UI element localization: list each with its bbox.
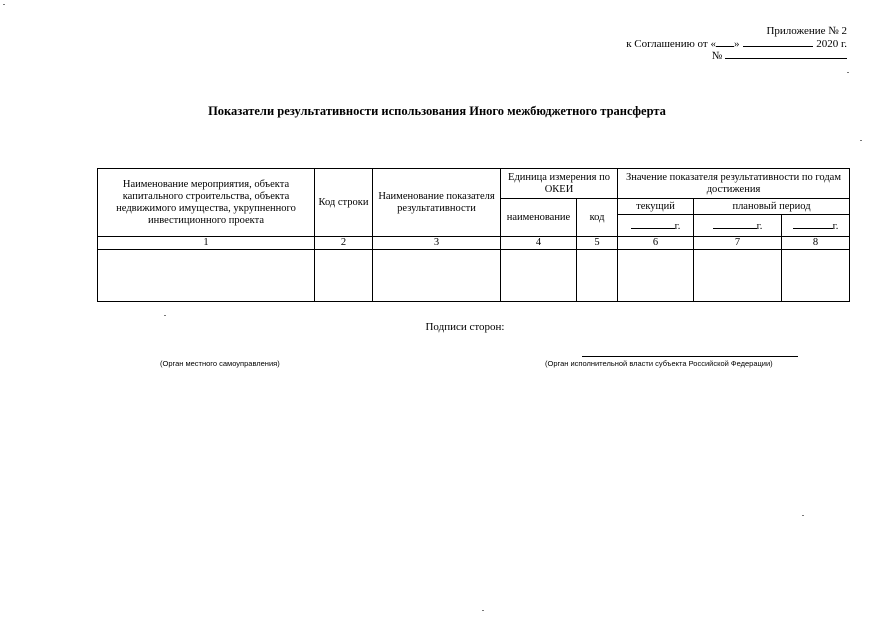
indicators-table: [97, 168, 850, 302]
col-number: 4: [501, 237, 577, 250]
year-plan-1: [694, 215, 782, 237]
year-current: [618, 215, 694, 237]
scan-speck: [3, 4, 5, 5]
year-blank: [793, 219, 833, 229]
header-code: Код строки: [315, 169, 373, 237]
numbering-row: [98, 237, 850, 250]
header-event: Наименование мероприятия, объекта капитального строительства, объекта недвижимого имущества, укрупненного инвестиционного проекта: [98, 169, 315, 237]
col-number: 6: [618, 237, 694, 250]
right-signature-line: [582, 356, 798, 357]
col-number: 1: [98, 237, 315, 250]
scan-speck: [482, 610, 484, 611]
year-plan-2: [782, 215, 850, 237]
right-signature-label: (Орган исполнительной власти субъекта Российской Федерации): [545, 359, 773, 368]
col-number: 5: [577, 237, 618, 250]
data-cell: [373, 250, 501, 302]
scan-speck: [847, 72, 849, 73]
data-cell: [315, 250, 373, 302]
agreement-mid: »: [733, 38, 740, 50]
agreement-prefix: к Соглашению от «: [626, 38, 716, 50]
header-unit: Единица измерения по ОКЕИ: [501, 169, 618, 199]
year-blank: [631, 219, 675, 229]
signatures-title: Подписи сторон:: [425, 321, 505, 333]
header-planned: плановый период: [694, 199, 850, 215]
agreement-year: 2020 г.: [816, 38, 847, 50]
data-cell: [98, 250, 315, 302]
col-number: 8: [782, 237, 850, 250]
day-blank: [716, 37, 734, 47]
header-current: текущий: [618, 199, 694, 215]
number-blank: [725, 49, 847, 59]
year-suffix: г.: [832, 220, 839, 232]
header-indicator: Наименование показателя результативности: [373, 169, 501, 237]
number-label: №: [711, 50, 723, 62]
data-cell: [618, 250, 694, 302]
col-number: 7: [694, 237, 782, 250]
header-value: Значение показателя результативности по годам достижения: [618, 169, 850, 199]
year-blank: [713, 219, 757, 229]
data-cell: [501, 250, 577, 302]
header-unit-name: наименование: [501, 199, 577, 237]
year-suffix: г.: [674, 220, 681, 232]
scan-speck: [860, 140, 862, 141]
data-cell: [782, 250, 850, 302]
month-blank: [743, 37, 813, 47]
number-line: [712, 49, 847, 62]
left-signature-label: (Орган местного самоуправления): [160, 359, 280, 368]
year-suffix: г.: [756, 220, 763, 232]
page-title: Показатели результативности использования Иного межбюджетного трансферта: [208, 104, 666, 118]
header-unit-code: код: [577, 199, 618, 237]
data-row: [98, 250, 850, 302]
data-cell: [577, 250, 618, 302]
col-number: 2: [315, 237, 373, 250]
data-cell: [694, 250, 782, 302]
scan-speck: [802, 515, 804, 516]
col-number: 3: [373, 237, 501, 250]
appendix-label: Приложение № 2: [766, 25, 847, 37]
scan-speck: [164, 315, 166, 316]
